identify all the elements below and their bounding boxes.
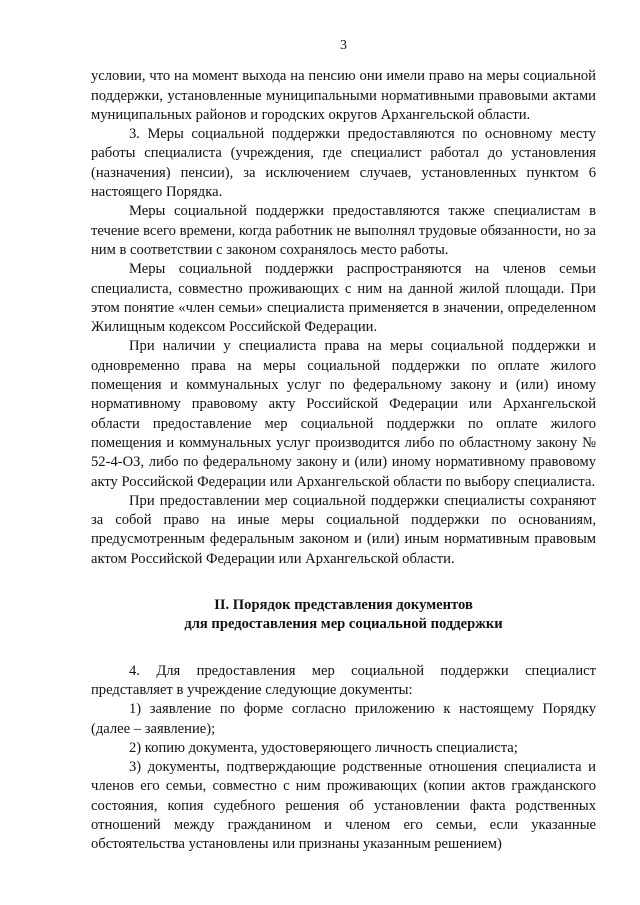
page-number: 3 <box>340 38 347 53</box>
paragraph-choice-of-law: При наличии у специалиста права на меры социальной поддержки и одновременно права на меры социальной поддержки по оплате жилого помещения и коммунальных услуг по федеральному закону и (или) иному нормативному правовому акту Российской Федерации или Архангельской области предоставление мер социальной поддержки по оплате жилого помещения и коммунальных услуг производится либо по областному закону № 52-4-ОЗ, либо по федеральному закону и (или) иному нормативному правовому акту Российской Федерации или Архангельской области по выбору специалиста. <box>91 338 596 490</box>
paragraph-item-3: 3. Меры социальной поддержки предоставляются по основному месту работы специалиста (учреждения, где специалист работал до установления (назначения) пенсии), за исключением случаев, установленных пунктом 6 настоящего Порядка. <box>91 126 596 201</box>
paragraph-family-members: Меры социальной поддержки распространяются на членов семьи специалиста, совместно проживающих с ним на данной жилой площади. При этом понятие «член семьи» специалиста применяется в значении, определенном Жилищным кодексом Российской Федерации. <box>91 261 596 336</box>
section-heading-line1: II. Порядок представления документов <box>214 597 473 614</box>
list-item-1: 1) заявление по форме согласно приложению к настоящему Порядку (далее – заявление); <box>91 701 596 737</box>
paragraph-continuation: условии, что на момент выхода на пенсию они имели право на меры социальной поддержки, установленные муниципальными нормативными правовыми актами муниципальных районов и городских округов Архангельской области. <box>91 68 596 123</box>
paragraph-retained-rights: При предоставлении мер социальной поддержки специалисты сохраняют за собой право на иные меры социальной поддержки по основаниям, предусмотренным федеральным законом и (или) иным нормативным правовым актом Российской Федерации или Архангельской области. <box>91 492 596 567</box>
list-item-2: 2) копию документа, удостоверяющего личность специалиста; <box>129 739 518 756</box>
section-heading <box>91 596 596 635</box>
section-heading-line2: для предоставления мер социальной поддержки <box>184 616 503 633</box>
paragraph-item-4: 4. Для предоставления мер социальной поддержки специалист представляет в учреждение следующие документы: <box>91 662 596 698</box>
paragraph-support-during-absence: Меры социальной поддержки предоставляются также специалистам в течение всего времени, когда работник не выполнял трудовые обязанности, но за ним в соответствии с законом сохранялось место работы. <box>91 203 596 258</box>
list-item-3: 3) документы, подтверждающие родственные отношения специалиста и членов его семьи, совместно с ним проживающих (копии актов гражданского состояния, копия судебного решения об установлении факта родственных отношений между гражданином и членом его семьи, если указанные обстоятельства установлены или признаны указанным решением) <box>91 759 596 853</box>
